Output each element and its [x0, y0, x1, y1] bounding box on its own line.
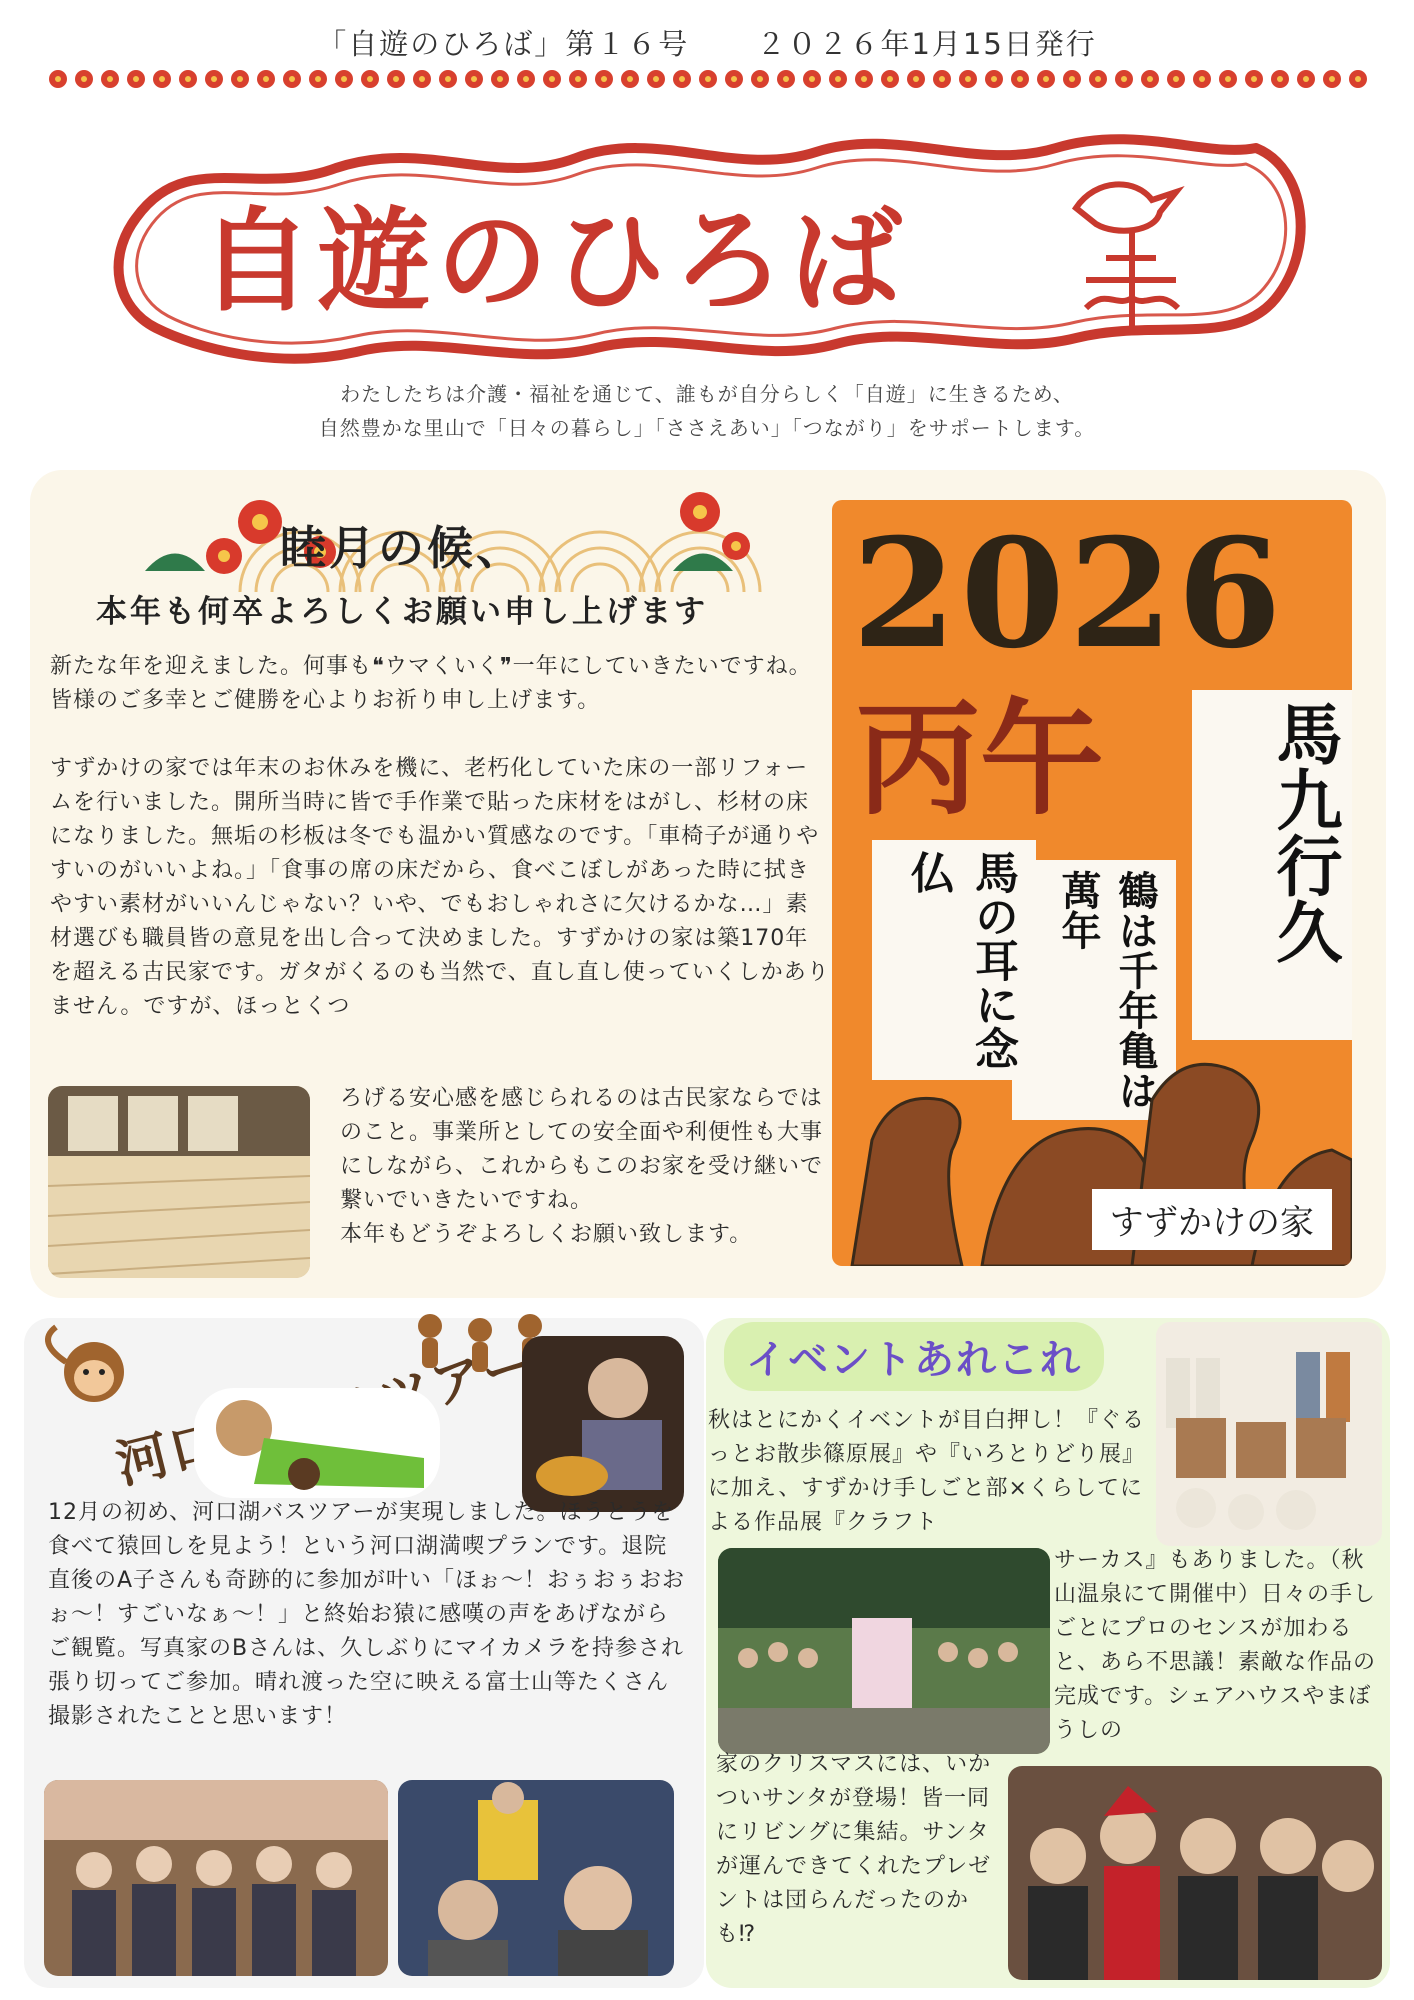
plum-blossom-center [913, 76, 919, 82]
new-year-collage-art [832, 500, 1352, 1266]
old-house-text-body: ろげる安心感を感じられるのは古民家ならではのこと。事業所としての安全面や利便性も大事にしながら、これからもこのお家を受け継いで繋いでいきたいですね。 [340, 1086, 824, 1213]
craft-bags-photo [1156, 1322, 1382, 1546]
plum-blossom-center [1303, 76, 1309, 82]
masthead-title: 自遊のひろば [200, 196, 908, 327]
plum-blossom-center [1251, 76, 1257, 82]
plum-blossom-center [341, 76, 347, 82]
issue-line [0, 22, 1414, 63]
events-text-part-2: サーカス』もありました。（秋山温泉にて開催中）日々の手しごとにプロのセンスが加わると、あら不思議！素敵な作品の完成です。シェアハウスやまぼうしの [1054, 1548, 1377, 1743]
plum-blossom-center [1069, 76, 1075, 82]
tagline-line-2: 自然豊かな里山で「日々の暮らし」「ささえあい」「つながり」をサポートします。 [318, 416, 1096, 440]
plum-blossom-center [81, 76, 87, 82]
plum-blossom-center [991, 76, 997, 82]
plum-blossom-center [1173, 76, 1179, 82]
plum-blossom-center [601, 76, 607, 82]
plum-blossom-center [1225, 76, 1231, 82]
plum-blossom-center [965, 76, 971, 82]
plum-blossom-center [887, 76, 893, 82]
plum-blossom-center [1355, 76, 1361, 82]
events-text-part-3: 家のクリスマスには、いかついサンタが登場！皆一同にリビングに集結。サンタが運んできてくれたプレゼントは団らんだったのかも⁉ [716, 1752, 992, 1947]
issue-date: ２０２６年1月15日発行 [756, 27, 1097, 61]
bus-tour-residents-photo [398, 1780, 674, 1976]
plum-blossom-center [757, 76, 763, 82]
plum-blossom-center [1121, 76, 1127, 82]
plum-blossom-center [55, 76, 61, 82]
plum-blossom-center [1017, 76, 1023, 82]
plum-blossom-center [783, 76, 789, 82]
bus-tour-text: 12月の初め、河口湖バスツアーが実現しました。ほうとうを食べて猿回しを見よう！という河口湖満喫プランです。退院直後のA子さんも奇跡的に参加が叶い「ほぉ～！おぅおぅおおぉ～！すごいなぁ～！」と終始お猿に感嘆の声をあげながらご観覧。写真家のBさんは、久しぶりにマイカメラを持参され張り切ってご参加。晴れ渡った空に映える富士山等たくさん撮影されたことと思います！ [48, 1500, 686, 1729]
plum-blossom-center [419, 76, 425, 82]
art-eto: 丙午 [856, 687, 1105, 832]
plum-blossom-border [48, 66, 1368, 92]
plum-blossom-center [861, 76, 867, 82]
plum-blossom-center [835, 76, 841, 82]
plum-blossom-center [211, 76, 217, 82]
plum-blossom-center [679, 76, 685, 82]
plum-blossom-center [445, 76, 451, 82]
plum-blossom-center [549, 76, 555, 82]
monkey-show-photo [194, 1388, 440, 1498]
art-card-uma-nenbutsu: 馬の耳に念仏 [872, 840, 1036, 1080]
plum-blossom-center [289, 76, 295, 82]
events-heading: イベントあれこれ [724, 1322, 1104, 1391]
floor-photo [48, 1086, 310, 1278]
plum-blossom-center [185, 76, 191, 82]
art-year: 2026 [852, 506, 1286, 682]
plum-blossom-center [367, 76, 373, 82]
plum-blossom-center [1199, 76, 1205, 82]
art-signature: すずかけの家 [1092, 1189, 1332, 1250]
plum-blossom-center [497, 76, 503, 82]
pine-branch-icon [140, 536, 210, 576]
hoto-meal-photo [522, 1336, 684, 1512]
closing-greeting: 本年もどうぞよろしくお願い致します。 [340, 1222, 753, 1247]
plum-blossom-center [1095, 76, 1101, 82]
art-card-uma-ku: 馬九行久 [1192, 690, 1352, 1040]
old-house-text [340, 1082, 830, 1252]
tagline-line-1: わたしたちは介護・福祉を通じて、誰もが自分らしく「自遊」に生きるため、 [340, 382, 1074, 406]
plum-blossom-center [107, 76, 113, 82]
plum-blossom-center [471, 76, 477, 82]
new-year-subheading: 本年も何卒よろしくお願い申し上げます [96, 594, 708, 630]
plum-blossom-center [1147, 76, 1153, 82]
plum-blossom-center [575, 76, 581, 82]
plum-blossom-center [1329, 76, 1335, 82]
plum-blossom-center [263, 76, 269, 82]
plum-blossom-center [159, 76, 165, 82]
plum-blossom-center [1277, 76, 1283, 82]
plum-blossom-center [237, 76, 243, 82]
pine-branch-icon [668, 536, 738, 576]
plum-blossom-center [523, 76, 529, 82]
plum-blossom-center [939, 76, 945, 82]
plum-blossom-center [1043, 76, 1049, 82]
exhibition-group-photo [718, 1548, 1050, 1754]
christmas-party-photo [1008, 1766, 1382, 1980]
plum-blossom-center [705, 76, 711, 82]
monkey-icon [36, 1322, 136, 1422]
new-year-heading: 睦月の候、 [280, 521, 525, 575]
art-card-tsuru-kame: 鶴は千年亀は萬年 [1012, 860, 1176, 1120]
bus-tour-group-photo [44, 1780, 388, 1976]
plum-blossom-center [731, 76, 737, 82]
plum-blossom-center [315, 76, 321, 82]
plum-blossom-center [393, 76, 399, 82]
plum-blossom-center [133, 76, 139, 82]
floor-renovation-text: すずかけの家では年末のお休みを機に、老朽化していた床の一部リフォームを行いました。開所当時に皆で手作業で貼った床材をはがし、杉材の床になりました。無垢の杉板は冬でも温かい質感なのです。「車椅子が通りやすいのがいいよね。」「食事の席の床だから、食べこぼしがあった時に拭きやすい素材がいいんじゃない？いや、でもおしゃれさに欠けるかな…」素材選びも職員皆の意見を出し合って決めました。すずかけの家は築170年を超える古民家です。ガタがくるのも当然で、直し直し使っていくしかありません。ですが、ほっとくつ [50, 756, 830, 1019]
bird-stamp-icon [1076, 184, 1178, 330]
plum-blossom-center [653, 76, 659, 82]
plum-blossom-center [809, 76, 815, 82]
new-year-greeting: 新たな年を迎えました。何事も❝ウマくいく❞一年にしていきたいですね。皆様のご多幸とご健勝を心よりお祈り申し上げます。 [50, 654, 812, 713]
publication-number: 「自遊のひろば」第１６号 [317, 27, 690, 61]
plum-blossom-center [627, 76, 633, 82]
events-text-part-1: 秋はとにかくイベントが目白押し！『ぐるっとお散歩篠原展』や『いろとりどり展』に加え、すずかけ手しごと部×くらしてによる作品展『クラフト [708, 1408, 1146, 1535]
